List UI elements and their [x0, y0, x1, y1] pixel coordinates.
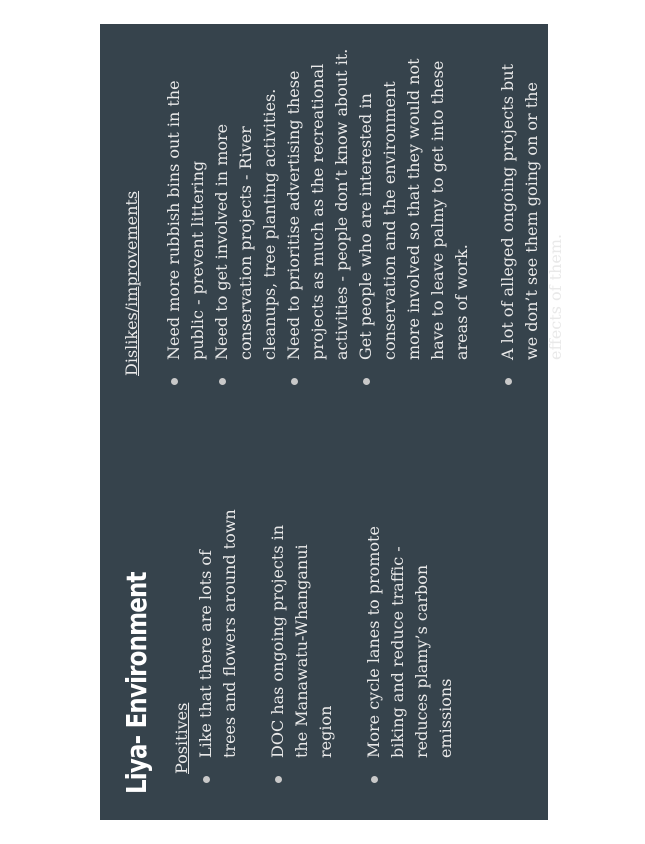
list-item: Need to prioritise advertising these projects as much as the recreational activities - people don’t know about it.	[282, 45, 354, 390]
list-item: Like that there are lots of trees and flowers around town	[194, 508, 242, 788]
positives-heading: Positives	[172, 702, 191, 774]
dislikes-list	[162, 45, 568, 390]
dislikes-heading: Dislikes/improvements	[122, 190, 141, 376]
slide-content	[100, 24, 565, 820]
list-item: A lot of alleged ongoing projects but we don’t see them going on or the effects of them.	[496, 45, 568, 390]
list-item: Get people who are interested in conservation and the environment more involved so that they would not have to leave palmy to get into these areas of work.	[354, 45, 474, 390]
list-item: DOC has ongoing projects in the Manawatu-Whanganui region	[266, 508, 338, 788]
list-item: Need to get involved in more conservation projects - River cleanups, tree planting activities.	[210, 45, 282, 390]
list-item: More cycle lanes to promote biking and reduce traffic - reduces plamy’s carbon emissions	[362, 508, 458, 788]
slide-title: Liya- Environment	[120, 572, 153, 794]
positives-section	[170, 508, 482, 788]
slide	[100, 24, 565, 820]
positives-list	[194, 508, 458, 788]
dislikes-section	[120, 45, 568, 390]
list-item: Need more rubbish bins out in the public - prevent littering	[162, 45, 210, 390]
